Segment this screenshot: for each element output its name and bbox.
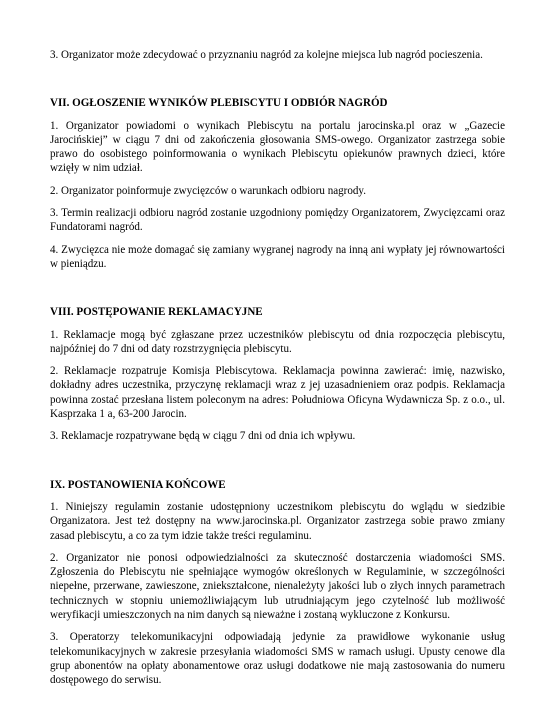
paragraph-top-3: 3. Organizator może zdecydować o przyznaniu nagród za kolejne miejsca lub nagród pocieszenia. — [50, 49, 483, 61]
paragraph-ix-1: 1. Niniejszy regulamin zostanie udostępniony uczestnikom plebiscytu do wglądu w siedzibie Organizatora. Jest też dostępny na www.jarocinska.pl. Organizator zastrzega sobie prawo zmiany zasad plebiscytu, a co za tym idzie także treści regulaminu. — [50, 500, 505, 542]
paragraph-vii-4: 4. Zwycięzca nie może domagać się zamiany wygranej nagrody na inną ani wypłaty jej równowartości w pieniądzu. — [50, 243, 505, 270]
paragraph-vii-3: 3. Termin realizacji odbioru nagród zostanie uzgodniony pomiędzy Organizatorem, Zwycięzcami oraz Fundatorami nagród. — [50, 207, 505, 234]
paragraph-viii-3: 3. Reklamacje rozpatrywane będą w ciągu 7 dni od dnia ich wpływu. — [50, 430, 356, 443]
paragraph-vii-2: 2. Organizator poinformuje zwycięzców o warunkach odbioru nagrody. — [50, 184, 366, 197]
paragraph-viii-2: 2. Reklamacje rozpatruje Komisja Plebiscytowa. Reklamacja powinna zawierać: imię, nazwisko, dokładny adres uczestnika, przyczynę reklamacji wraz z jej uzasadnieniem oraz podpis. Reklamacja powinna zostać przesłana listem poleconym na adres: Południowa Oficyna Wydawnicza Sp. z o.o., ul. Kasprzaka 1 a, 63-200 Jarocin. — [50, 365, 505, 421]
paragraph-viii-1: 1. Reklamacje mogą być zgłaszane przez uczestników plebiscytu od dnia rozpoczęcia plebiscytu, najpóźniej do 7 dni od daty rozstrzygnięcia plebiscytu. — [50, 328, 505, 355]
document-page — [50, 48, 505, 688]
paragraph-ix-2: 2. Organizator nie ponosi odpowiedzialności za skuteczność dostarczenia wiadomości SMS. Zgłoszenia do Plebiscytu nie spełniające wymogów określonych w Regulaminie, w szczególności niepełne, przerwane, zawieszone, zniekształcone, nienależyty jakości lub o złych innych parametrach technicznych w stopniu uniemożliwiającym lub utrudniającym jego czytelność lub możliwość weryfikacji umieszczonych na nim danych są nieważne i zostaną wykluczone z Konkursu. — [50, 551, 505, 622]
paragraph-vii-1: 1. Organizator powiadomi o wynikach Plebiscytu na portalu jarocinska.pl oraz w „Gazecie Jarocińskiej” w ciągu 7 dni od zakończenia głosowania SMS-owego. Organizator zastrzega sobie prawo do osobistego poinformowania o wynikach Plebiscytu opiekunów prawnych dzieci, które wzięły w nim udział. — [50, 119, 505, 175]
paragraph-ix-3: 3. Operatorzy telekomunikacyjni odpowiadają jedynie za prawidłowe wykonanie usług telekomunikacyjnych w zakresie przesyłania wiadomości SMS w ramach usługi. Upusty cenowe dla grup abonentów na opłaty abonamentowe oraz usługi dodatkowe nie mają zastosowania do numeru dostępowego do serwisu. — [50, 631, 505, 687]
section-heading-ix: IX. POSTANOWIENIA KOŃCOWE — [50, 478, 226, 491]
section-heading-viii: VIII. POSTĘPOWANIE REKLAMACYJNE — [50, 306, 263, 319]
section-heading-vii: VII. OGŁOSZENIE WYNIKÓW PLEBISCYTU I ODBIÓR NAGRÓD — [50, 97, 388, 110]
